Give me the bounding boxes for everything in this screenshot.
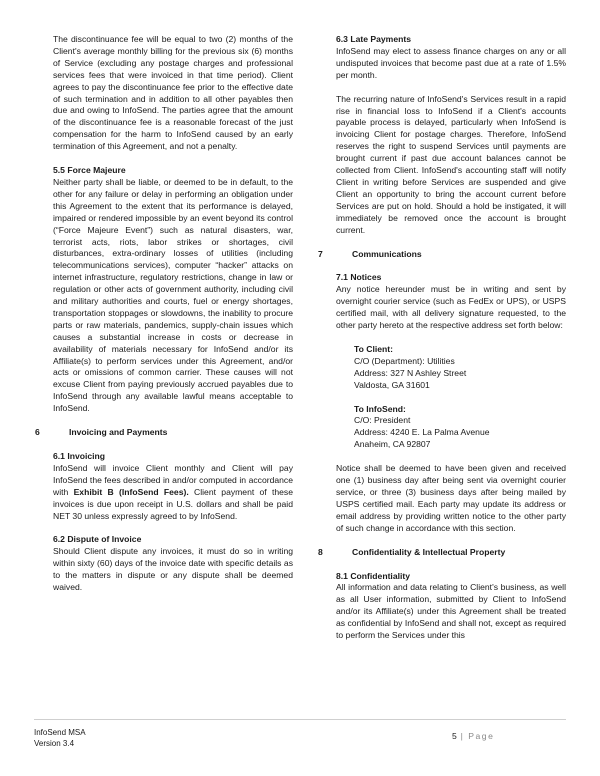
section-8-1-heading: 8.1 Confidentiality	[336, 570, 411, 581]
page-number	[452, 731, 494, 741]
section-7-1-heading: 7.1 Notices	[336, 272, 382, 283]
infosend-address-line: Address: 4240 E. La Palma Avenue	[354, 427, 490, 438]
client-address-line: C/O (Department): Utilities	[354, 355, 455, 366]
client-address-block	[354, 344, 566, 392]
invoicing-text-b: Client payment of these invoices is due upon receipt in U.S. dollars and shall be paid NET 30 unless expressly agreed to by InfoSend.	[53, 486, 294, 521]
section-6-3-heading: 6.3 Late Payments	[336, 34, 411, 44]
notice-deemed-paragraph: Notice shall be deemed to have been given and received one (1) business day after being sent via overnight courier service, or three (3) business days after being mailed by USPS certified mail. Each party may update its address or email address by providing written notice to the other party of such change in accordance with this section.	[336, 463, 566, 533]
confidentiality-paragraph: All information and data relating to Client's business, as well as all User information, submitted by Client to InfoSend and/or its Affiliate(s) under this Agreement shall be treated as confidential by InfoSend and shall not, except as required to perform the Services under this	[336, 582, 566, 641]
page-word: Page	[468, 731, 495, 741]
invoicing-paragraph	[53, 463, 293, 523]
late-payments-paragraph: InfoSend may elect to assess finance charges on any or all undisputed invoices that become past due at a rate of 1.5% per month.	[336, 45, 566, 80]
suspension-paragraph: The recurring nature of InfoSend's Services result in a rapid rise in financial loss to InfoSend if a Client's accounts payable process is delayed, particularly when InfoSend is invoicing Client for postage charges. Therefore, InfoSend reserves the right to suspend Services until payments are brought current if past due account balances cannot be collected from Client. InfoSend's accounting staff will notify Client in writing before Services are suspended and give Client an opportunity to bring the account current before Services are put on hold. Should a hold be instigated, it will immediately be removed once the account is brought current.	[336, 93, 566, 235]
force-majeure-paragraph: Neither party shall be liable, or deemed to be in default, to the other for any failure or delay in performing an obligation under this Agreement to the extent that its performance is delayed, impaired or rendered impossible by an event beyond its control (“Force Majeure Event”) such as natural disasters, war, terrorist acts, riots, labor strikes or shortages, civil disturbances, extra-ordinary losses of utilities (including telecommunications services), computer “hacker” attacks on internet infrastructure, regulatory restrictions, change in law or regulation or other acts of government authority, including civil and military authorities and courts, fuel or energy shortages, transportation stoppages or slowdowns, the inability to procure parts or raw materials, pandemics, supply-chain issues which causes a substantial increase in costs or decrease in availability of materials necessary for InfoSend and/or its Affiliate(s) to perform services under this Agreement, and/or acts or omissions of common carrier. These causes will not excuse Client from paying previously accrued payables due to InfoSend through any available lawful means acceptable to InfoSend.	[53, 176, 293, 414]
infosend-address-line: C/O: President	[354, 415, 411, 426]
exhibit-b-reference: Exhibit B (InfoSend Fees).	[73, 486, 189, 497]
infosend-address-heading: To InfoSend:	[354, 403, 406, 414]
invoicing-text-a: InfoSend will invoice Client monthly and Client will pay InfoSend the fees described in and/or computed in accordance with	[53, 462, 293, 497]
section-6-heading	[35, 427, 293, 439]
client-address-line: Address: 327 N Ashley Street	[354, 367, 467, 378]
section-6-2-heading: 6.2 Dispute of Invoice	[53, 534, 142, 545]
section-8-title: Confidentiality & Intellectual Property	[352, 546, 506, 557]
section-7-number: 7	[318, 248, 323, 259]
footer-divider	[34, 719, 566, 720]
notices-paragraph: Any notice hereunder must be in writing and sent by overnight courier service (such as FedEx or UPS), or USPS certified mail, with all delivery signature requested, to the other party hereto at the respective address set forth below:	[336, 284, 566, 331]
infosend-address-line: Anaheim, CA 92807	[354, 439, 431, 450]
infosend-address-block	[354, 404, 566, 452]
left-column	[35, 34, 294, 594]
footer-version: Version 3.4	[34, 739, 75, 748]
section-7-title: Communications	[352, 248, 422, 259]
right-column	[318, 34, 566, 642]
footer-document-name: InfoSend MSA	[34, 728, 86, 737]
page-number-value: 5	[452, 731, 457, 741]
section-6-1-heading: 6.1 Invoicing	[53, 451, 106, 461]
section-6-number: 6	[35, 427, 40, 438]
dispute-paragraph: Should Client dispute any invoices, it must do so in writing within sixty (60) days of the invoice date with specific details as to the matters in dispute or any dispute shall be deemed waived.	[53, 546, 293, 593]
client-address-line: Valdosta, GA 31601	[354, 379, 430, 390]
section-6-title: Invoicing and Payments	[69, 427, 168, 438]
discontinuance-paragraph: The discontinuance fee will be equal to two (2) months of the Client's average monthly billing for the previous six (6) months of Service (excluding any postage charges and professional services fees that were invoiced in that time period). Client agrees to pay the discontinuance fee prior to the effective date of such termination and in addition to all other payables then due and owing to InfoSend. The parties agree that the amount of the discontinuance fee is a reasonable forecast of the just compensation for the harm to InfoSend caused by an early termination of this Agreement, and not a penalty.	[53, 34, 293, 152]
page-separator: |	[456, 731, 469, 741]
section-7-heading	[318, 249, 566, 261]
section-8-heading	[318, 547, 566, 559]
section-5-5-heading: 5.5 Force Majeure	[53, 165, 126, 176]
client-address-heading: To Client:	[354, 343, 393, 354]
footer-document-info	[34, 727, 86, 749]
section-8-number: 8	[318, 546, 323, 557]
